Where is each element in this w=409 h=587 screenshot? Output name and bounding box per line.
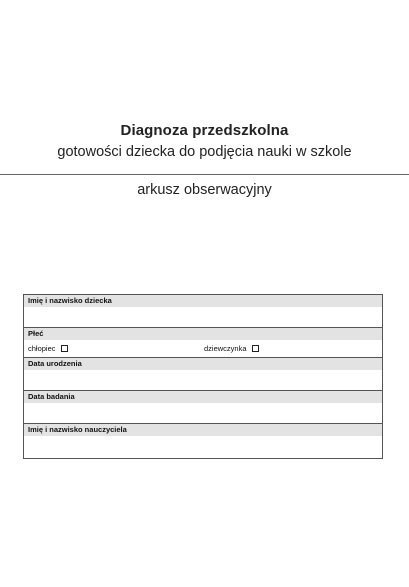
horizontal-divider xyxy=(0,174,409,175)
teacher-name-field[interactable] xyxy=(24,436,382,458)
exam-date-field[interactable] xyxy=(24,403,382,423)
gender-option-boy[interactable] xyxy=(28,344,68,353)
gender-field xyxy=(24,340,382,357)
document-subtitle: gotowości dziecka do podjęcia nauki w szkole xyxy=(57,144,352,160)
document-title: Diagnoza przedszkolna xyxy=(120,122,289,139)
boy-checkbox-icon[interactable] xyxy=(61,345,68,352)
gender-option-girl-label: dziewczynka xyxy=(204,344,247,353)
gender-option-girl[interactable] xyxy=(204,344,259,353)
girl-checkbox-icon[interactable] xyxy=(252,345,259,352)
sheet-type-label: arkusz obserwacyjny xyxy=(137,182,272,198)
child-name-field[interactable] xyxy=(24,307,382,327)
gender-label: Płeć xyxy=(24,327,382,340)
teacher-name-label: Imię i nazwisko nauczyciela xyxy=(24,423,382,436)
child-name-label: Imię i nazwisko dziecka xyxy=(24,295,382,307)
birth-date-field[interactable] xyxy=(24,370,382,390)
exam-date-label: Data badania xyxy=(24,390,382,403)
gender-option-boy-label: chłopiec xyxy=(28,344,56,353)
birth-date-label: Data urodzenia xyxy=(24,357,382,370)
child-info-form xyxy=(23,294,383,459)
